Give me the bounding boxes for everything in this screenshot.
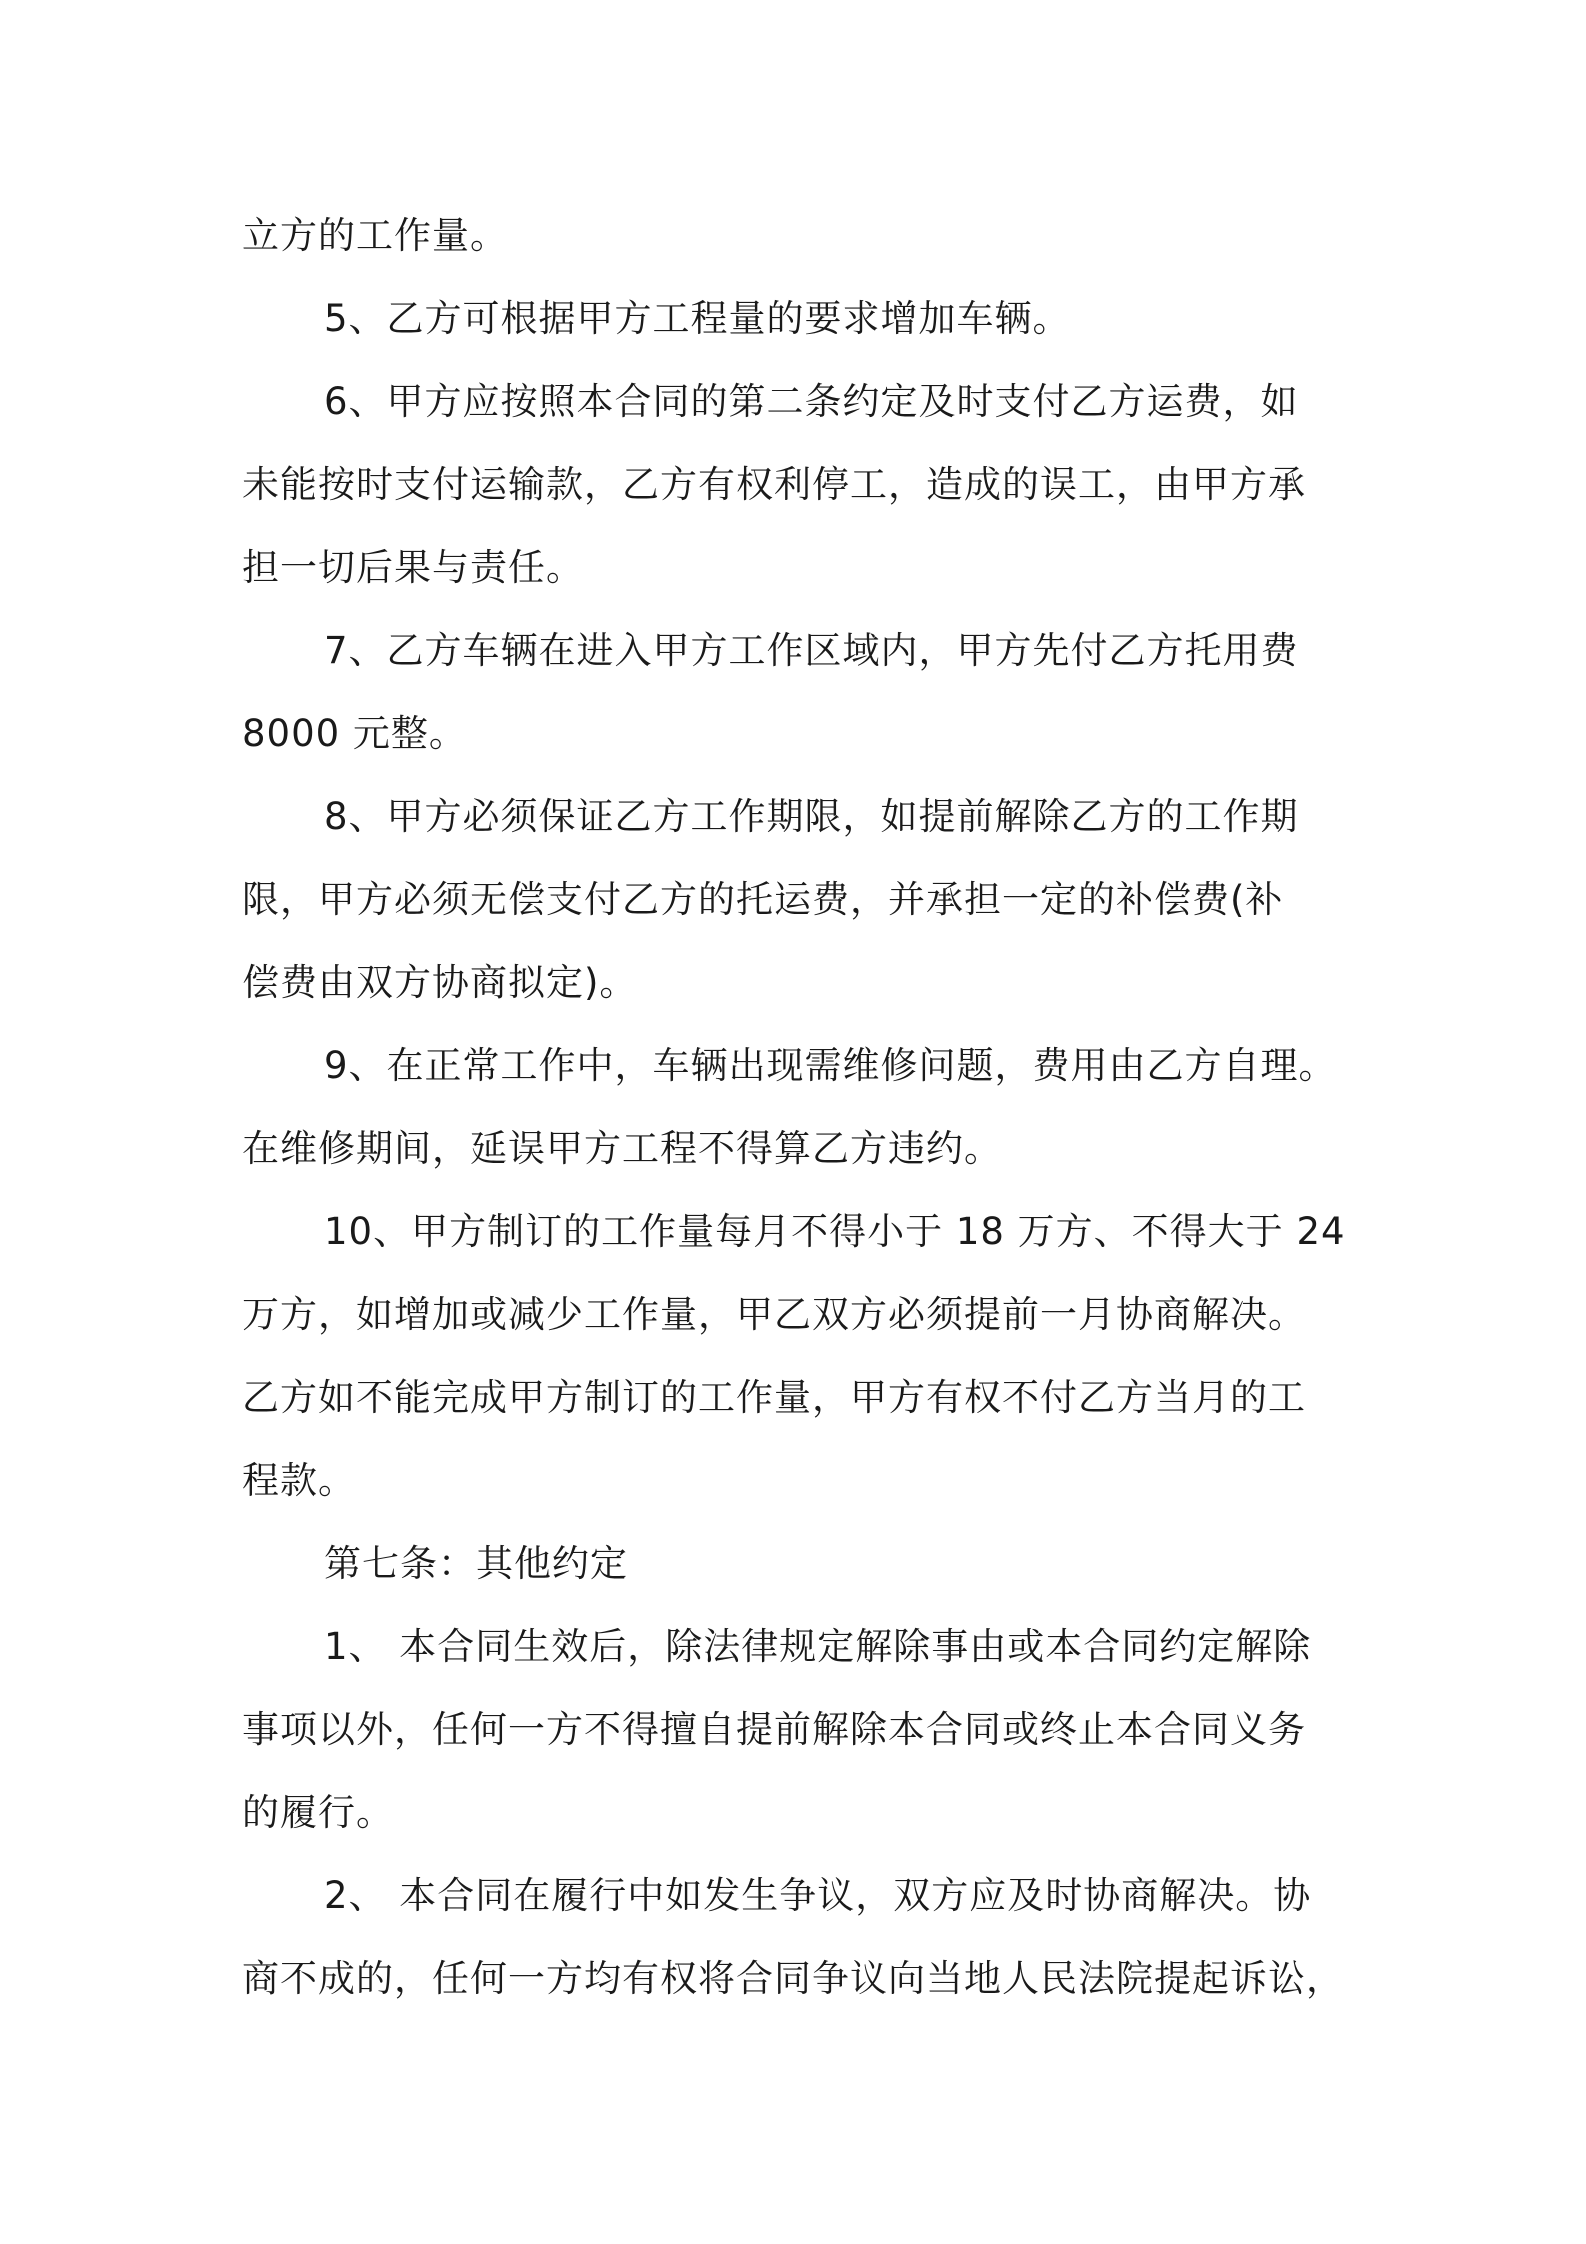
text-line: 8000 元整。 (242, 712, 467, 755)
clause-other-1: 1、 本合同生效后，除法律规定解除事由或本合同约定解除 (324, 1625, 1312, 1668)
text-line: 立方的工作量。 (242, 214, 508, 257)
text-line: 万方，如增加或减少工作量，甲乙双方必须提前一月协商解决。 (242, 1293, 1306, 1336)
text-line: 商不成的，任何一方均有权将合同争议向当地人民法院提起诉讼， (242, 1957, 1344, 2000)
clause-6: 6、甲方应按照本合同的第二条约定及时支付乙方运费，如 (324, 380, 1299, 423)
clause-other-2: 2、 本合同在履行中如发生争议，双方应及时协商解决。协 (324, 1874, 1312, 1917)
document-body (242, 194, 1352, 2020)
text-line: 偿费由双方协商拟定)。 (242, 961, 638, 1004)
text-line: 事项以外，任何一方不得擅自提前解除本合同或终止本合同义务 (242, 1708, 1306, 1751)
text-line: 在维修期间，延误甲方工程不得算乙方违约。 (242, 1127, 1002, 1170)
text-line: 限，甲方必须无偿支付乙方的托运费，并承担一定的补偿费(补 (242, 878, 1284, 921)
text-line: 乙方如不能完成甲方制订的工作量，甲方有权不付乙方当月的工 (242, 1376, 1306, 1419)
text-line: 程款。 (242, 1459, 356, 1502)
clause-8: 8、甲方必须保证乙方工作期限，如提前解除乙方的工作期 (324, 795, 1299, 838)
clause-9: 9、在正常工作中，车辆出现需维修问题，费用由乙方自理。 (324, 1044, 1337, 1087)
text-line: 担一切后果与责任。 (242, 546, 584, 589)
clause-10: 10、甲方制订的工作量每月不得小于 18 万方、不得大于 24 (324, 1210, 1346, 1253)
section-heading: 第七条：其他约定 (324, 1542, 628, 1585)
text-line: 未能按时支付运输款，乙方有权利停工，造成的误工，由甲方承 (242, 463, 1306, 506)
clause-5: 5、乙方可根据甲方工程量的要求增加车辆。 (324, 297, 1071, 340)
clause-7: 7、乙方车辆在进入甲方工作区域内，甲方先付乙方托用费 (324, 629, 1299, 672)
text-line: 的履行。 (242, 1791, 394, 1834)
